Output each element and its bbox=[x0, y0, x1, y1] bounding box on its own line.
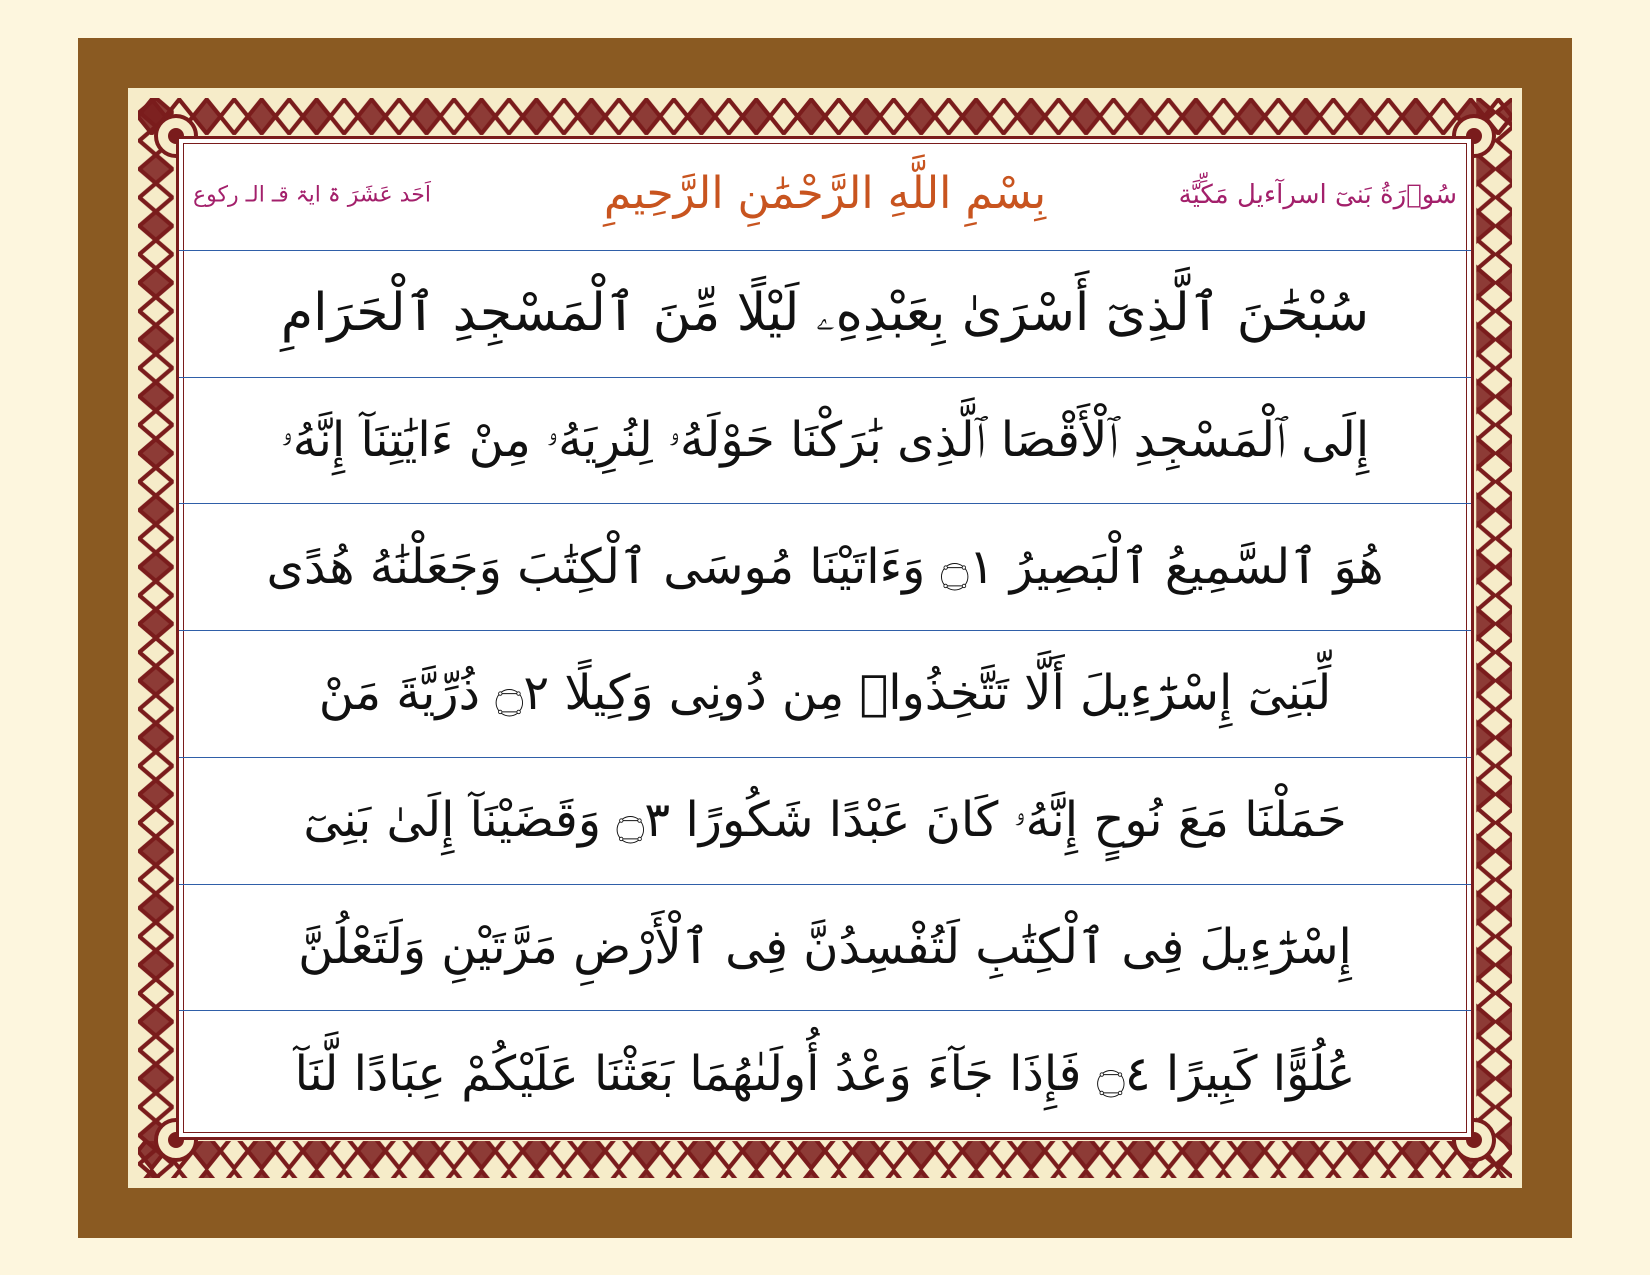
outer-brown-border bbox=[78, 38, 1572, 1238]
ayah-line-text: هُوَ ٱلسَّمِيعُ ٱلْبَصِيرُ ۝١ وَءَاتَيْنَا مُوسَى ٱلْكِتَٰبَ وَجَعَلْنَٰهُ هُدًى bbox=[266, 538, 1384, 595]
surah-title: سُوۡرَةُ بَنیٓ اسرآءیل مَکِّیَّة bbox=[1178, 179, 1457, 210]
ayah-line bbox=[179, 1011, 1471, 1137]
ayah-line-text: لِّبَنِىٓ إِسْرَٰٓءِيلَ أَلَّا تَتَّخِذُوا۟ مِن دُونِى وَكِيلًا ۝٢ ذُرِّيَّةَ مَنْ bbox=[318, 665, 1332, 722]
ayah-line-text: إِلَى ٱلْمَسْجِدِ ٱلْأَقْصَا ٱلَّذِى بَٰرَكْنَا حَوْلَهُۥ لِنُرِيَهُۥ مِنْ ءَايَٰتِنَآ إِنَّهُۥ bbox=[280, 411, 1370, 468]
ayah-line-text: عُلُوًّا كَبِيرًا ۝٤ فَإِذَا جَآءَ وَعْدُ أُولَىٰهُمَا بَعَثْنَا عَلَيْكُمْ عِبَادًا لَّنَآ bbox=[294, 1045, 1356, 1102]
bismillah-text: بِسْمِ اللَّهِ الرَّحْمَٰنِ الرَّحِيمِ bbox=[603, 168, 1047, 220]
ayah-line bbox=[179, 378, 1471, 505]
cream-border-band bbox=[128, 88, 1522, 1188]
quran-text-block bbox=[179, 139, 1471, 1137]
ayah-line bbox=[179, 631, 1471, 758]
ayah-line-text: حَمَلْنَا مَعَ نُوحٍ إِنَّهُۥ كَانَ عَبْدًا شَكُورًا ۝٣ وَقَضَيْنَآ إِلَىٰ بَنِىٓ bbox=[303, 792, 1347, 849]
ayah-line bbox=[179, 758, 1471, 885]
ayah-line bbox=[179, 504, 1471, 631]
ayah-line bbox=[179, 885, 1471, 1012]
surah-meta: اَحَد عَشَرَ ۃ ایۃ قـ الـ رکوع bbox=[193, 182, 431, 207]
ayah-line-text: إِسْرَٰٓءِيلَ فِى ٱلْكِتَٰبِ لَتُفْسِدُنَّ فِى ٱلْأَرْضِ مَرَّتَيْنِ وَلَتَعْلُنَّ bbox=[298, 918, 1352, 975]
text-panel bbox=[176, 136, 1474, 1140]
surah-header-line bbox=[179, 139, 1471, 251]
ayah-line-text: سُبْحَٰنَ ٱلَّذِىٓ أَسْرَىٰ بِعَبْدِهِۦ لَيْلًا مِّنَ ٱلْمَسْجِدِ ٱلْحَرَامِ bbox=[280, 282, 1370, 343]
ayah-line bbox=[179, 251, 1471, 378]
